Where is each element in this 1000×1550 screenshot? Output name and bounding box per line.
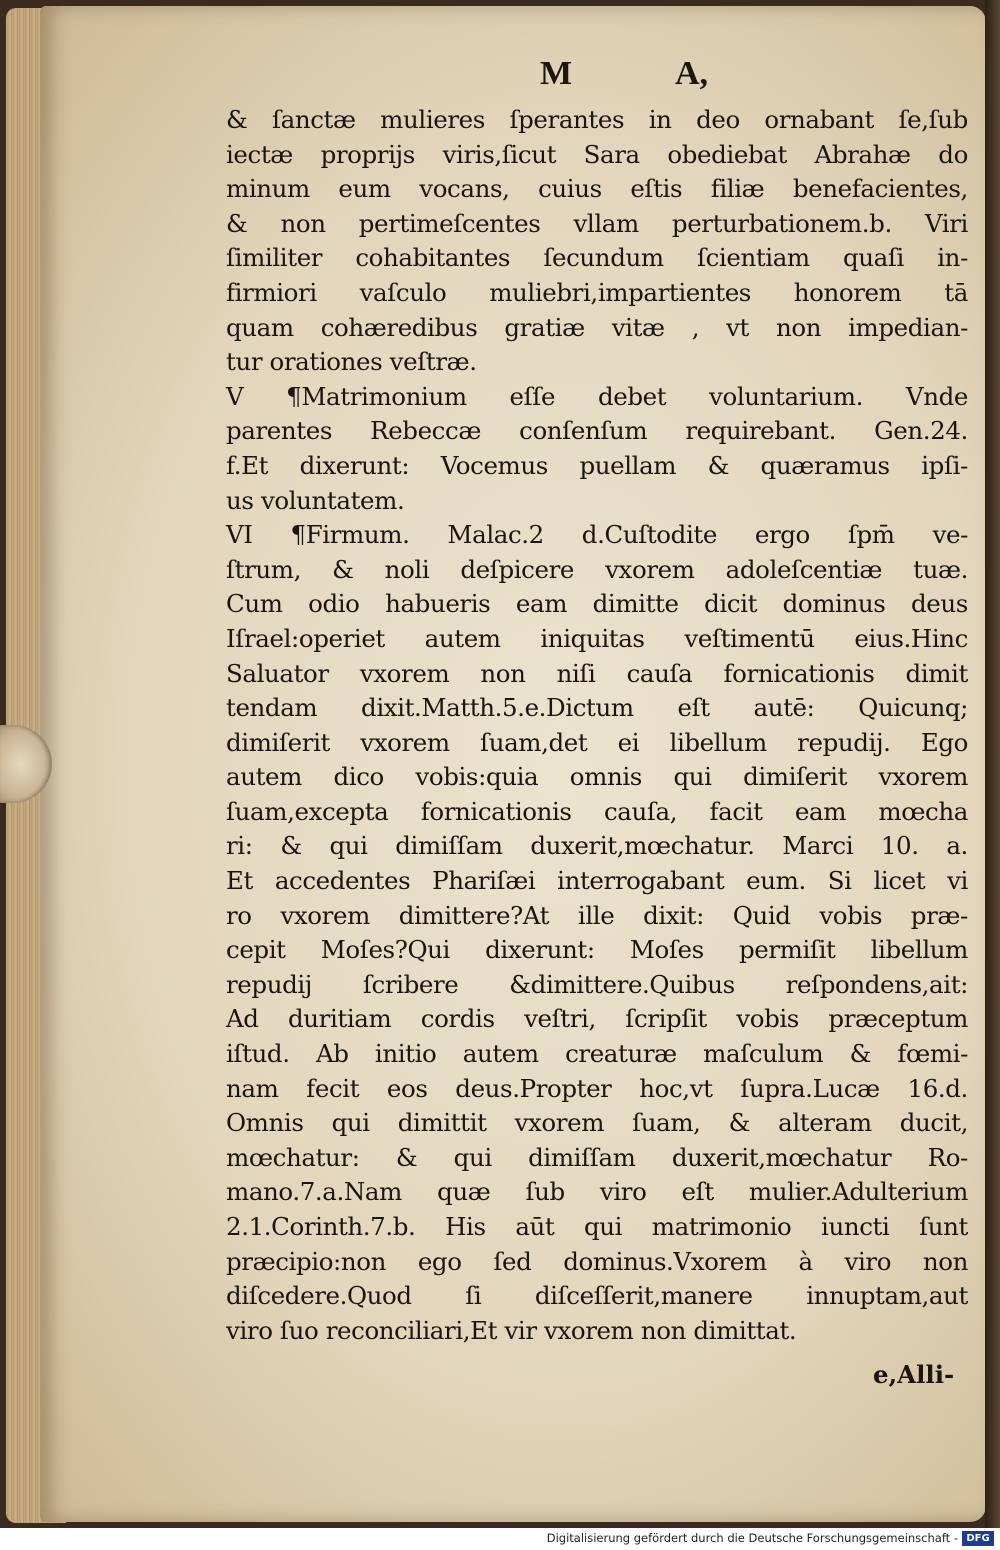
text-line: cepit Moſes?Qui dixerunt: Moſes permiſit libellum [226, 935, 968, 965]
text-line: tendam dixit.Matth.5.e.Dictum eſt autē: Quicunq; [226, 693, 968, 723]
text-line: ſimiliter cohabitantes ſecundum ſcientiam quaſi in- [226, 243, 968, 273]
catchword: e,Alli- [873, 1360, 955, 1389]
text-line: ſtrum, & noli deſpicere vxorem adoleſcentiæ tuæ. [226, 554, 968, 584]
text-line: mano.7.a.Nam quæ ſub viro eſt mulier.Adulterium [226, 1177, 968, 1207]
text-line: f.Et dixerunt: Vocemus puellam & quæramus ipſi- [226, 450, 968, 480]
text-line: V ¶Matrimonium eſſe debet voluntarium. Vnde [226, 381, 968, 411]
text-line: mœchatur: & qui dimiſſam duxerit,mœchatur Ro- [226, 1142, 968, 1172]
body-text [226, 103, 968, 1348]
text-line: Cum odio habueris eam dimitte dicit dominus deus [226, 589, 968, 619]
text-line: firmiori vaſculo muliebri,impartientes honorem tā [226, 277, 968, 307]
text-line: 2.1.Corinth.7.b. His aūt qui matrimonio iuncti ſunt [226, 1212, 968, 1241]
text-line: præcipio:non ego ſed dominus.Vxorem à viro non [226, 1246, 968, 1276]
text-line: Saluator vxorem non niſi cauſa fornicationis dimit [226, 658, 968, 688]
text-line: & non pertimeſcentes vllam perturbationem.b. Viri [226, 208, 968, 238]
funding-credit: Digitalisierung gefördert durch die Deutsche Forschungsgemeinschaft - [546, 1531, 958, 1545]
dfg-logo: DFG [962, 1531, 994, 1546]
text-line: Et accedentes Phariſæi interrogabant eum. Si licet vi [226, 866, 968, 896]
text-line: VI ¶Firmum. Malac.2 d.Cuſtodite ergo ſpm̄ ve- [226, 520, 968, 550]
text-line: Ad duritiam cordis veſtri, ſcripſit vobis præceptum [226, 1004, 968, 1034]
footer-bar [0, 1528, 1000, 1550]
text-line: ro vxorem dimittere?At ille dixit: Quid vobis præ- [226, 900, 968, 930]
text-line: tur orationes veſtræ. [226, 347, 477, 377]
text-line: ri: & qui dimiſſam duxerit,mœchatur. Marci 10. a. [226, 831, 968, 861]
text-line: ſuam,excepta fornicationis cauſa, facit eam mœcha [226, 796, 968, 826]
text-line: repudij ſcribere &dimittere.Quibus reſpondens,ait: [226, 969, 968, 999]
gutter-shadow [985, 0, 1000, 1528]
text-line: viro ſuo reconciliari,Et vir vxorem non dimittat. [226, 1315, 797, 1345]
text-line: iſtud. Ab initio autem creaturæ maſculum & fœmi- [226, 1039, 968, 1069]
text-line: us voluntatem. [226, 485, 405, 515]
signature-right: A, [675, 55, 709, 92]
text-line: diſcedere.Quod ſi diſceſſerit,manere innuptam,aut [226, 1281, 968, 1311]
text-line: autem dico vobis:quia omnis qui dimiſerit vxorem [226, 762, 968, 792]
text-line: Omnis qui dimittit vxorem ſuam, & alteram ducit, [226, 1108, 968, 1138]
text-line: Iſrael:operiet autem iniquitas veſtimentū eius.Hinc [226, 623, 968, 653]
text-line: iectæ proprijs viris,ſicut Sara obediebat Abrahæ do [226, 139, 968, 169]
text-line: nam fecit eos deus.Propter hoc,vt ſupra.Lucæ 16.d. [226, 1073, 968, 1103]
text-line: & ſanctæ mulieres ſperantes in deo ornabant ſe,ſub [226, 105, 968, 134]
signature-mark [540, 55, 780, 95]
text-line: parentes Rebeccæ conſenſum requirebant. Gen.24. [226, 416, 968, 446]
signature-left: M [540, 55, 573, 92]
text-line: quam cohæredibus gratiæ vitæ , vt non impedian- [226, 312, 968, 342]
text-line: minum eum vocans, cuius eſtis filiæ benefacientes, [226, 174, 968, 204]
text-line: dimiſerit vxorem ſuam,det ei libellum repudij. Ego [226, 727, 968, 757]
